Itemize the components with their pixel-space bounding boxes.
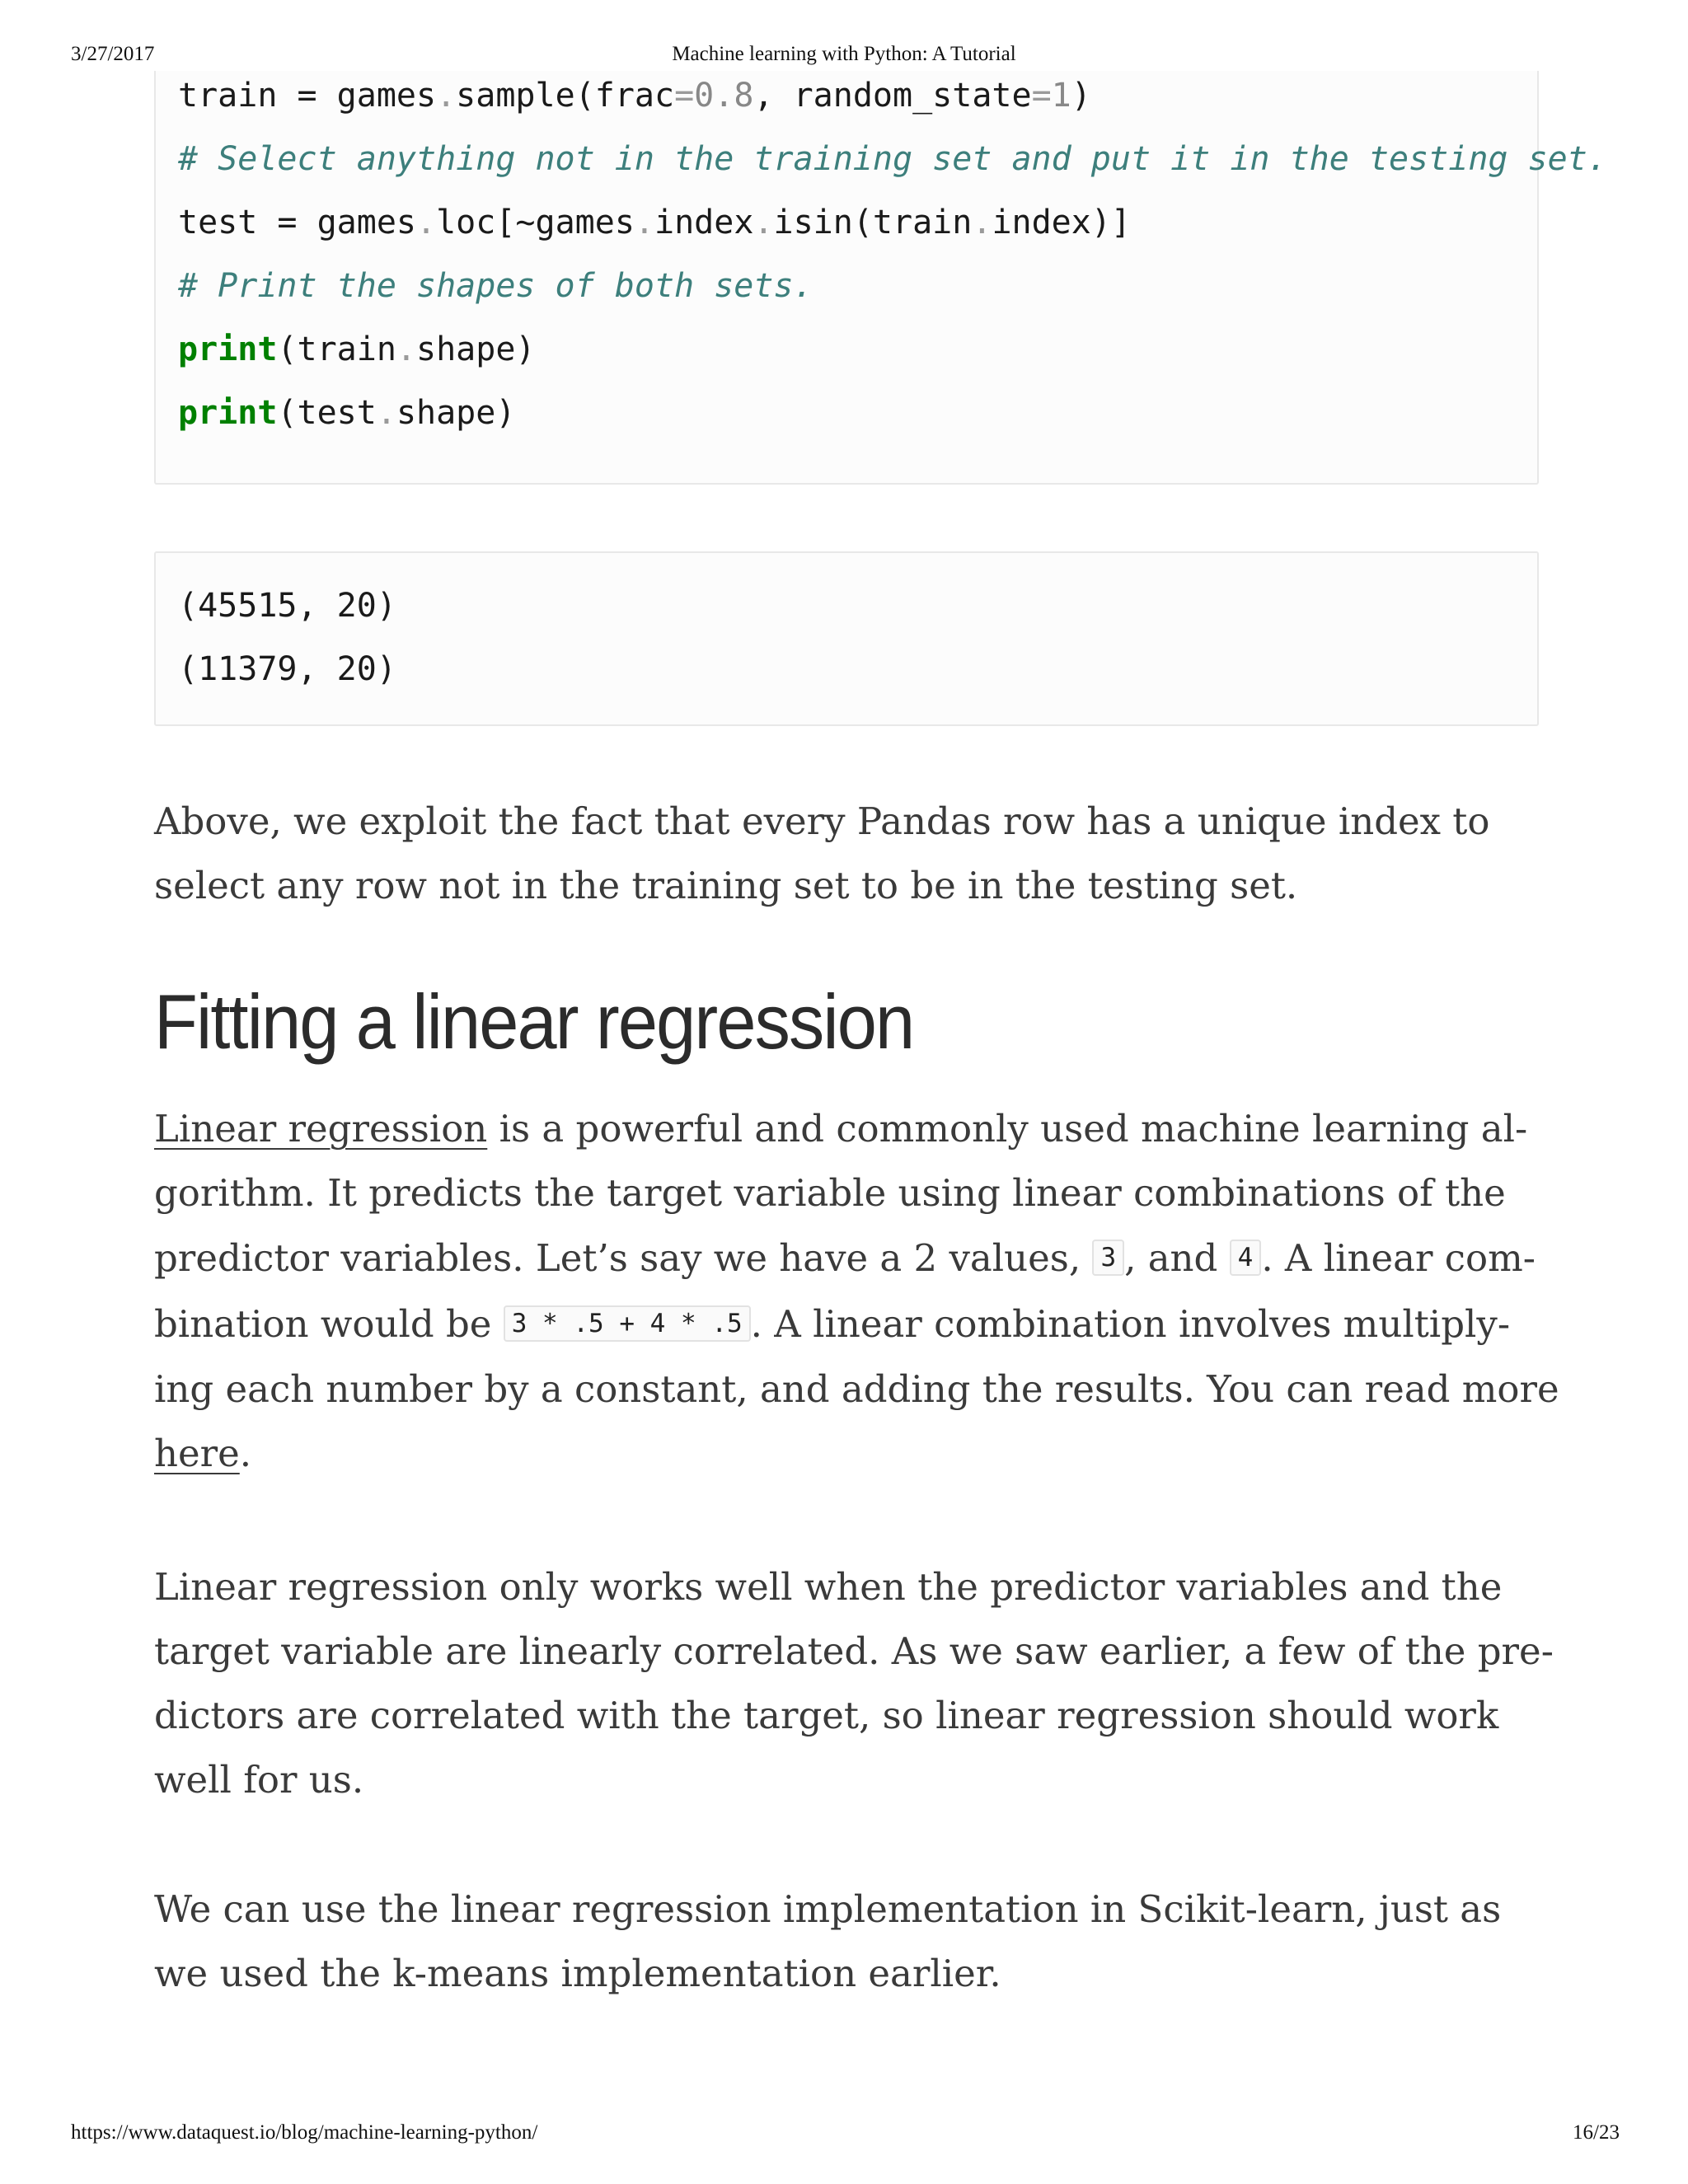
- paragraph: [154, 1555, 1555, 1812]
- print-page-number: 16/23: [1573, 2121, 1620, 2144]
- text-run: predictor variables. Let’s say we have a 2 values,: [154, 1236, 1093, 1280]
- code-token: , random_state: [753, 77, 1032, 115]
- code-line: [178, 71, 1091, 120]
- text-line: Above, we exploit the fact that every Pandas row has a unique index to: [154, 799, 1490, 843]
- text-line: [154, 1422, 1555, 1486]
- code-token: isin(train: [773, 204, 973, 241]
- output-line: (45515, 20): [178, 587, 396, 625]
- text-line: select any row not in the training set to be in the testing set.: [154, 864, 1298, 907]
- text-run: . A linear com-: [1261, 1236, 1536, 1280]
- print-footer: [0, 2121, 1688, 2148]
- code-token: index)]: [992, 204, 1132, 241]
- here-link[interactable]: here: [154, 1432, 240, 1475]
- paragraph: [154, 1877, 1555, 2006]
- code-token: .: [396, 330, 417, 368]
- text-line: Linear regression only works well when the predictor variables and the: [154, 1565, 1503, 1609]
- text-line: [154, 1226, 1555, 1290]
- text-run: . A linear combination involves multiply-: [750, 1302, 1511, 1346]
- inline-code: 3: [1092, 1240, 1124, 1276]
- code-token: =: [674, 77, 695, 115]
- text-line: ing each number by a constant, and adding the results. You can read more: [154, 1367, 1559, 1411]
- code-token: 0.8: [694, 77, 754, 115]
- text-line: we used the k-means implementation earlier.: [154, 1952, 1001, 1995]
- section-heading: Fitting a linear regression: [154, 978, 914, 1065]
- output-line: (11379, 20): [178, 650, 396, 688]
- code-token: shape): [396, 394, 516, 432]
- code-token: test = games: [178, 204, 416, 241]
- print-header: [0, 43, 1688, 69]
- code-keyword: print: [178, 394, 278, 432]
- code-token: =: [1031, 77, 1052, 115]
- text-line: dictors are correlated with the target, so linear regression should work: [154, 1694, 1499, 1737]
- print-page-title: Machine learning with Python: A Tutorial: [672, 43, 1016, 65]
- code-comment: # Select anything not in the training set and put it in the testing set.: [178, 140, 1607, 178]
- code-token: index: [654, 204, 754, 241]
- code-token: .: [972, 204, 992, 241]
- text-line: well for us.: [154, 1758, 364, 1802]
- code-token: 1: [1051, 77, 1071, 115]
- code-block: [154, 71, 1607, 485]
- code-token: .: [376, 394, 396, 432]
- code-token: ): [1071, 77, 1091, 115]
- text-line: We can use the linear regression implementation in Scikit-learn, just as: [154, 1887, 1502, 1931]
- code-token: sample(frac: [456, 77, 675, 115]
- code-token: .: [634, 204, 654, 241]
- code-token: shape): [416, 330, 536, 368]
- code-token: loc[~games: [436, 204, 635, 241]
- paragraph: [154, 1097, 1559, 1486]
- print-date: 3/27/2017: [71, 43, 155, 65]
- code-line: [178, 198, 1131, 247]
- text-line: target variable are linearly correlated. As we saw earlier, a few of the pre-: [154, 1629, 1554, 1673]
- code-comment: # Print the shapes of both sets.: [178, 267, 814, 305]
- output-block: [154, 551, 1539, 726]
- text-run: , and: [1124, 1236, 1230, 1280]
- text-line: [154, 1290, 1555, 1357]
- inline-code: 3 * .5 + 4 * .5: [504, 1305, 751, 1342]
- text-run: .: [239, 1432, 252, 1475]
- paragraph: [154, 790, 1555, 918]
- text-run: is a powerful and commonly used machine learning al-: [487, 1107, 1528, 1151]
- text-run: bination would be: [154, 1302, 504, 1346]
- inline-code: 4: [1230, 1240, 1262, 1276]
- code-token: train = games: [178, 77, 437, 115]
- code-keyword: print: [178, 330, 278, 368]
- print-url: https://www.dataquest.io/blog/machine-learning-python/: [71, 2121, 538, 2144]
- code-token: .: [415, 204, 437, 241]
- code-line: [178, 388, 515, 438]
- linear-regression-link[interactable]: Linear regression: [154, 1107, 488, 1151]
- code-token: .: [436, 77, 457, 115]
- text-line: gorithm. It predicts the target variable using linear combinations of the: [154, 1171, 1506, 1215]
- text-line: [154, 1097, 1555, 1161]
- code-token: (test: [277, 394, 377, 432]
- code-token: (train: [277, 330, 396, 368]
- code-token: .: [753, 204, 774, 241]
- code-line: [178, 325, 536, 374]
